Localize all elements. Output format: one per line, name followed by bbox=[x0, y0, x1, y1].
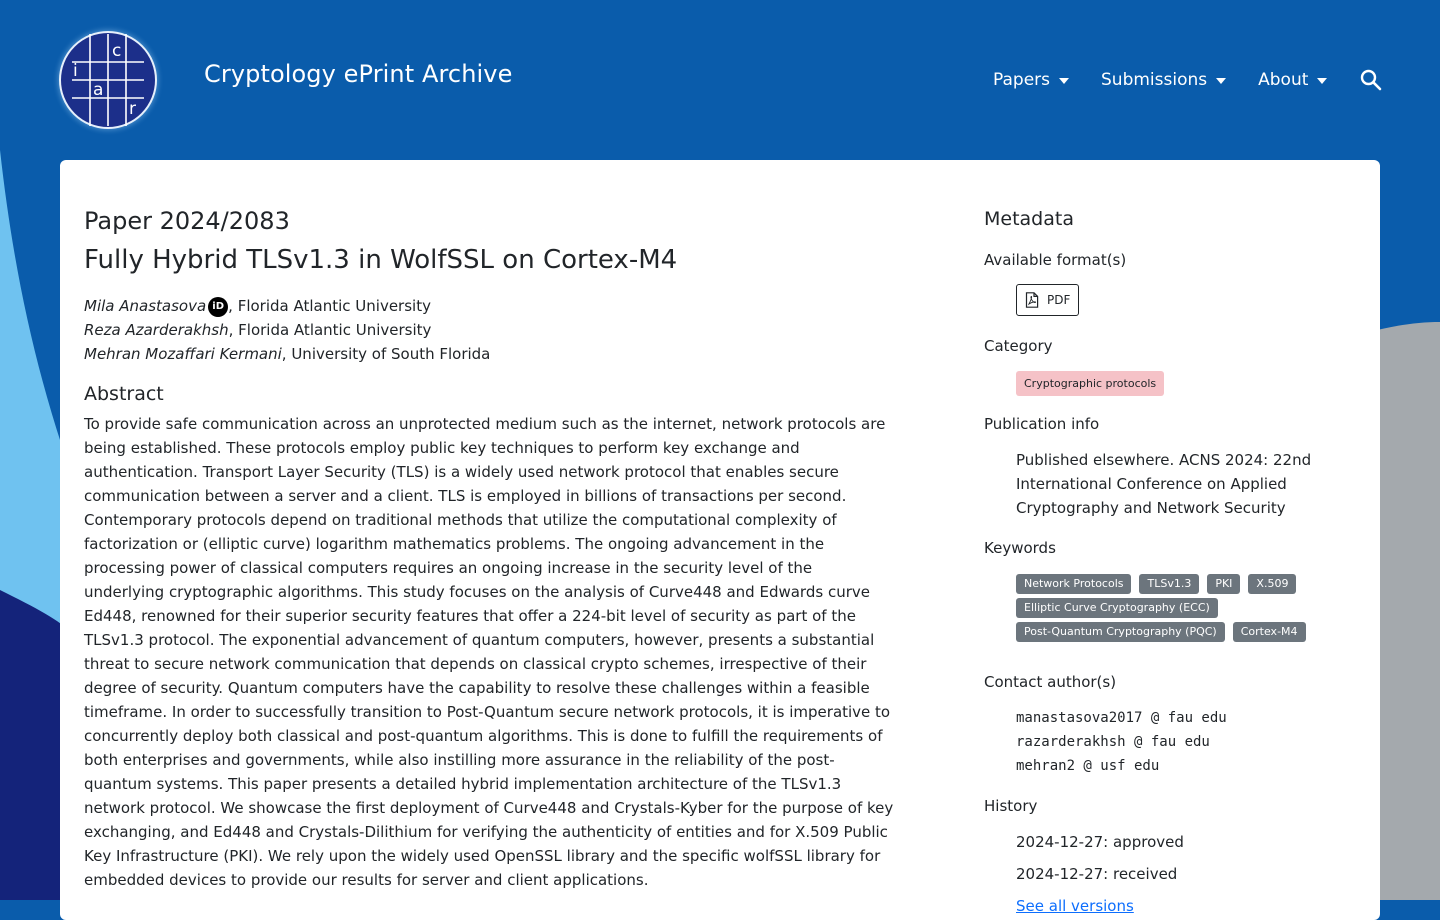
pdf-download-button[interactable] bbox=[1016, 284, 1079, 316]
formats-label: Available format(s) bbox=[984, 251, 1127, 269]
file-pdf-icon bbox=[1025, 292, 1039, 308]
history-entry: 2024-12-27: approved bbox=[1016, 833, 1184, 851]
publication-info-label: Publication info bbox=[984, 415, 1100, 433]
see-all-versions-link[interactable]: See all versions bbox=[1016, 897, 1134, 915]
top-navbar bbox=[0, 0, 1440, 160]
keyword-badge[interactable]: Network Protocols bbox=[1016, 574, 1131, 594]
keyword-badge[interactable]: Cortex-M4 bbox=[1233, 622, 1306, 642]
search-icon[interactable] bbox=[1359, 68, 1383, 92]
metadata-sidebar bbox=[984, 204, 1364, 918]
logo-letter-c: c bbox=[112, 41, 122, 61]
nav-papers-label: Papers bbox=[993, 70, 1051, 90]
pdf-button-label: PDF bbox=[1047, 293, 1071, 307]
keyword-badge[interactable]: PKI bbox=[1207, 574, 1240, 594]
nav-papers-dropdown[interactable] bbox=[993, 70, 1069, 90]
author-row bbox=[84, 318, 894, 342]
paper-title: Fully Hybrid TLSv1.3 in WolfSSL on Cortex-M4 bbox=[84, 245, 678, 275]
metadata-title: Metadata bbox=[984, 208, 1074, 230]
abstract-heading: Abstract bbox=[84, 383, 164, 405]
orcid-icon[interactable]: iD bbox=[208, 297, 228, 317]
nav-about-label: About bbox=[1258, 70, 1309, 90]
author-affiliation: , Florida Atlantic University bbox=[228, 321, 432, 339]
contact-email: razarderakhsh @ fau edu bbox=[1016, 734, 1210, 750]
abstract-text: To provide safe communication across an unprotected medium such as the internet, network protocols are being established. These protocols employ public key techniques to perform key exchange and authentication. Transport Layer Security (TLS) is a widely used network protocol that enables secure communication between a server and a client. TLS is employed in billions of transactions per second. Contemporary protocols depend on traditional methods that utilize the computational complexity of factorization or (elliptic curve) logarithm mathematics problems. The ongoing advancement in the processing power of classical computers requires an ongoing increase in the security level of the underlying cryptographic algorithms. This study focuses on the analysis of Curve448 and Edwards curve Ed448, renowned for their superior security features that offer a 224-bit level of security as part of the TLSv1.3 protocol. The exponential advancement of quantum computers, however, presents a substantial threat to secure network communication that depends on classical crypto schemes, irrespective of their degree of security. Quantum computers have the capability to resolve these challenges within a feasible timeframe. In order to successfully transition to Post-Quantum secure network protocols, it is imperative to concurrently deploy both classical and post-quantum algorithms. This is done to fulfill the requirements of both enterprises and governments, while also instilling more assurance in the reliability of the post-quantum systems. This paper presents a detailed hybrid implementation architecture of the TLSv1.3 network protocol. We showcase the first deployment of Curve448 and Crystals-Kyber for the purpose of key exchanging, and Ed448 and Crystals-Dilithium for verifying the authenticity of entities and for X.509 Public Key Infrastructure (PKI). We rely upon the widely used OpenSSL library and the specific wolfSSL library for embedded devices to provide our results for server and client applications. bbox=[84, 415, 894, 889]
iacr-logo[interactable] bbox=[52, 24, 164, 136]
site-title-link[interactable]: Cryptology ePrint Archive bbox=[204, 60, 513, 88]
keyword-badge[interactable]: X.509 bbox=[1248, 574, 1296, 594]
chevron-down-icon bbox=[1317, 78, 1327, 84]
keyword-list bbox=[1016, 574, 1316, 646]
nav-submissions-dropdown[interactable] bbox=[1101, 70, 1226, 90]
author-affiliation: , University of South Florida bbox=[281, 345, 491, 363]
keyword-badge[interactable]: Elliptic Curve Cryptography (ECC) bbox=[1016, 598, 1218, 618]
logo-letter-r: r bbox=[129, 99, 136, 119]
contact-email: mehran2 @ usf edu bbox=[1016, 758, 1160, 774]
logo-letter-a: a bbox=[93, 80, 104, 100]
logo-letter-i: i bbox=[73, 61, 78, 81]
category-badge[interactable]: Cryptographic protocols bbox=[1016, 371, 1164, 396]
keyword-badge[interactable]: TLSv1.3 bbox=[1139, 574, 1199, 594]
history-entry: 2024-12-27: received bbox=[1016, 865, 1178, 883]
paper-id: Paper 2024/2083 bbox=[84, 207, 290, 235]
keyword-badge[interactable]: Post-Quantum Cryptography (PQC) bbox=[1016, 622, 1225, 642]
contact-list bbox=[1016, 706, 1364, 778]
paper-card bbox=[60, 160, 1380, 920]
chevron-down-icon bbox=[1216, 78, 1226, 84]
paper-main bbox=[84, 204, 894, 892]
author-row bbox=[84, 342, 894, 366]
author-name: Mila Anastasova bbox=[84, 297, 207, 315]
history-label: History bbox=[984, 797, 1038, 815]
nav-about-dropdown[interactable] bbox=[1258, 70, 1327, 90]
category-label: Category bbox=[984, 337, 1053, 355]
contact-authors-label: Contact author(s) bbox=[984, 673, 1117, 691]
author-affiliation: , Florida Atlantic University bbox=[228, 297, 431, 315]
main-nav bbox=[993, 68, 1383, 92]
chevron-down-icon bbox=[1059, 78, 1069, 84]
contact-email: manastasova2017 @ fau edu bbox=[1016, 710, 1227, 726]
author-name: Mehran Mozaffari Kermani bbox=[84, 345, 282, 363]
history-list bbox=[1016, 830, 1364, 918]
author-name: Reza Azarderakhsh bbox=[84, 321, 229, 339]
nav-submissions-label: Submissions bbox=[1101, 70, 1208, 90]
keywords-label: Keywords bbox=[984, 539, 1056, 557]
publication-info-text: Published elsewhere. ACNS 2024: 22nd International Conference on Applied Cryptography and Network Security bbox=[1016, 451, 1312, 517]
author-row bbox=[84, 294, 894, 318]
author-list bbox=[84, 294, 894, 366]
